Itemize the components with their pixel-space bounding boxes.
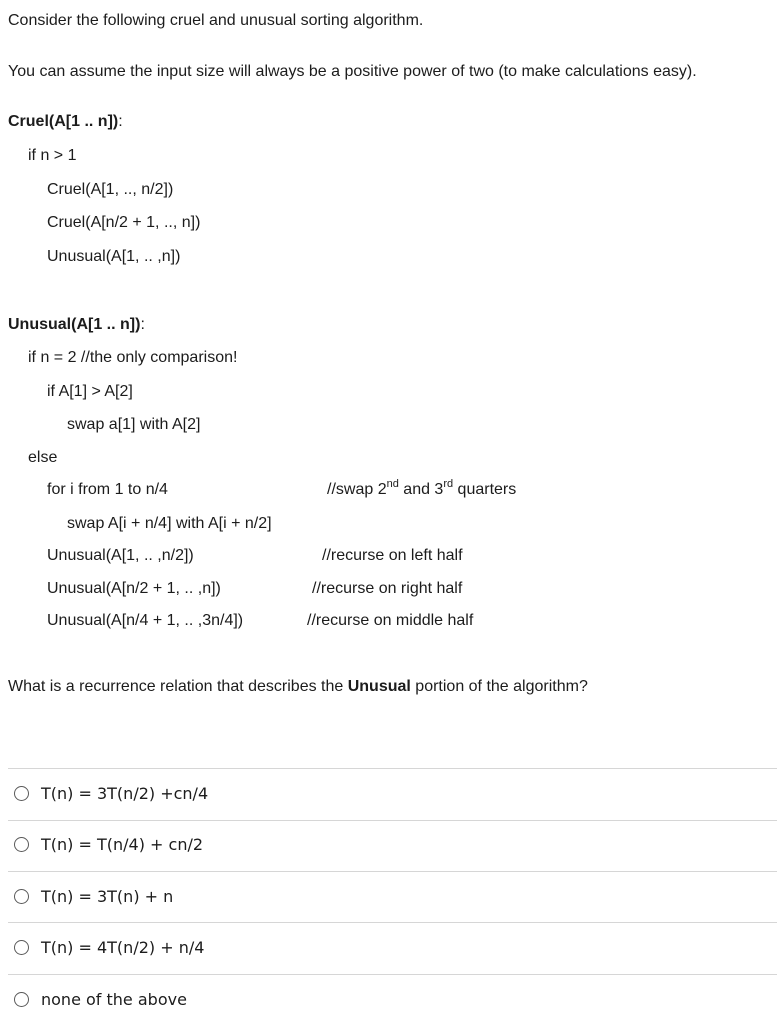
unusual-recursion-3-comment: //recurse on middle half	[307, 612, 474, 629]
answer-option-label: none of the above	[41, 989, 187, 1009]
intro-text: Consider the following cruel and unusual sorting algorithm.	[8, 12, 424, 29]
question-post: portion of the algorithm?	[410, 678, 588, 695]
radio-button[interactable]	[14, 889, 29, 904]
cruel-call-3: Unusual(A[1, .. ,n])	[47, 248, 181, 265]
question-text	[8, 677, 588, 697]
unusual-recursion-2-comment: //recurse on right half	[312, 580, 463, 597]
option-divider	[8, 768, 777, 769]
unusual-for-body: swap A[i + n/4] with A[i + n/2]	[67, 515, 272, 532]
unusual-else: else	[28, 449, 58, 466]
answer-option-label: T(n) = 3T(n) + n	[41, 886, 174, 906]
unusual-for-comment	[327, 480, 516, 500]
cruel-if-line: if n > 1	[28, 147, 77, 164]
radio-button[interactable]	[14, 992, 29, 1007]
answer-option-5[interactable]	[14, 987, 187, 1011]
for-comment-mid: and 3	[398, 481, 444, 498]
unusual-header	[8, 315, 145, 335]
question-pre: What is a recurrence relation that describes the	[8, 678, 348, 695]
cruel-header	[8, 112, 123, 132]
for-comment-sup2: rd	[443, 478, 454, 490]
answer-option-3[interactable]	[14, 884, 173, 908]
option-divider	[8, 871, 777, 872]
cruel-colon: :	[118, 113, 123, 130]
for-comment-post: quarters	[453, 481, 517, 498]
unusual-colon: :	[140, 316, 145, 333]
cruel-call-1: Cruel(A[1, .., n/2])	[47, 181, 174, 198]
option-divider	[8, 974, 777, 975]
answer-option-1[interactable]	[14, 781, 208, 805]
answer-option-label: T(n) = T(n/4) + cn/2	[41, 834, 204, 854]
unusual-if-line: if n = 2 //the only comparison!	[28, 349, 238, 366]
unusual-recursion-3: Unusual(A[n/4 + 1, .. ,3n/4])	[47, 612, 244, 629]
option-divider	[8, 820, 777, 821]
for-comment-pre: //swap 2	[327, 481, 387, 498]
unusual-signature: Unusual(A[1 .. n])	[8, 316, 141, 333]
unusual-swap: swap a[1] with A[2]	[67, 416, 201, 433]
radio-button[interactable]	[14, 940, 29, 955]
option-divider	[8, 922, 777, 923]
answer-option-4[interactable]	[14, 935, 204, 959]
cruel-call-2: Cruel(A[n/2 + 1, .., n])	[47, 214, 201, 231]
answer-option-label: T(n) = 4T(n/2) + n/4	[41, 937, 205, 957]
for-comment-sup1: nd	[386, 478, 399, 490]
unusual-recursion-2: Unusual(A[n/2 + 1, .. ,n])	[47, 580, 221, 597]
answer-option-label: T(n) = 3T(n/2) +cn/4	[41, 783, 209, 803]
unusual-recursion-1-comment: //recurse on left half	[322, 547, 463, 564]
assumption-text: You can assume the input size will always be a positive power of two (to make calculations easy).	[8, 63, 697, 80]
unusual-recursion-1: Unusual(A[1, .. ,n/2])	[47, 547, 194, 564]
unusual-inner-if: if A[1] > A[2]	[47, 383, 133, 400]
answer-option-2[interactable]	[14, 832, 203, 856]
cruel-signature: Cruel(A[1 .. n])	[8, 113, 119, 130]
radio-button[interactable]	[14, 837, 29, 852]
unusual-for-line: for i from 1 to n/4	[47, 481, 168, 498]
radio-button[interactable]	[14, 786, 29, 801]
question-bold: Unusual	[347, 678, 411, 695]
